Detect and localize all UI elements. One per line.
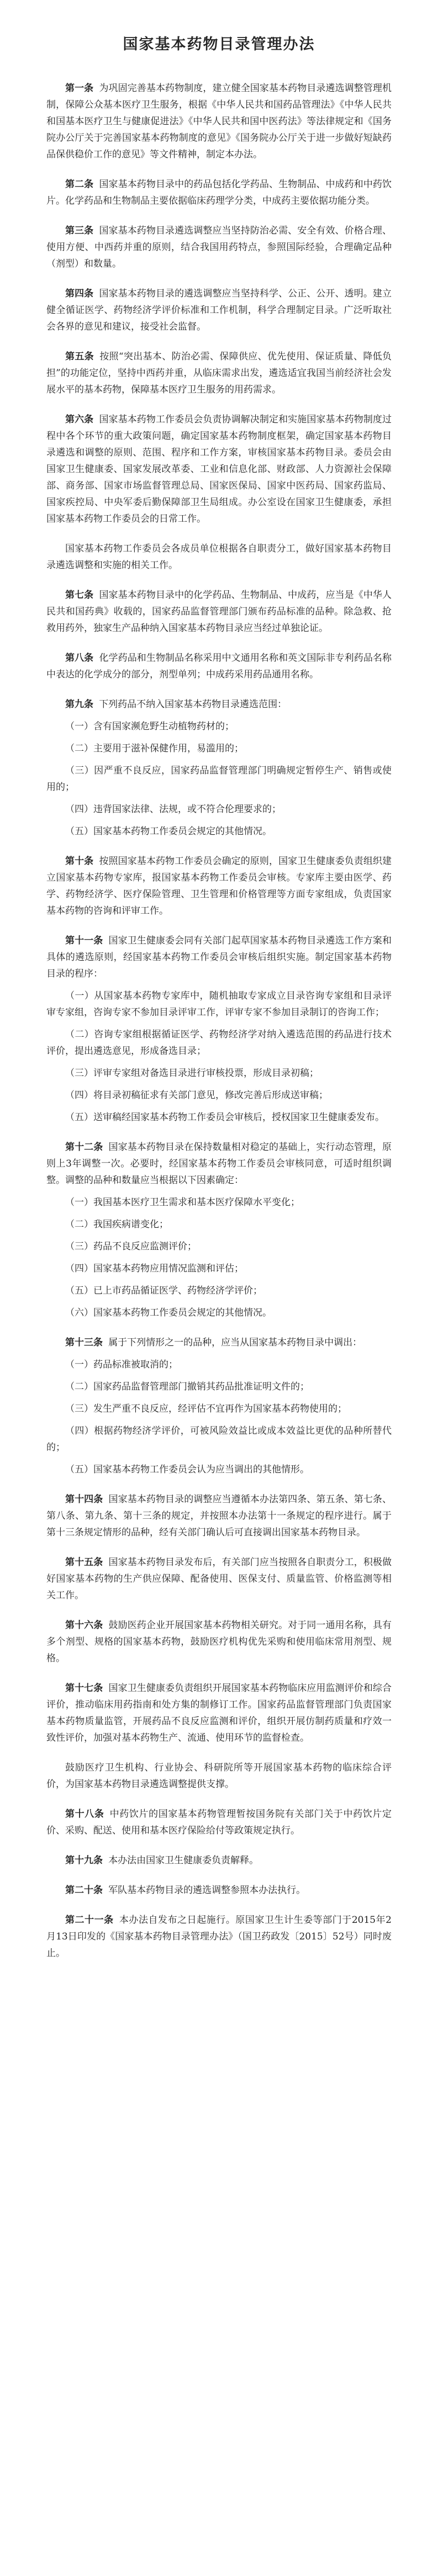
article-number: 第三条 [65, 225, 94, 236]
article-subitem: （五）送审稿经国家基本药物工作委员会审核后，授权国家卫生健康委发布。 [65, 1112, 384, 1123]
article-subitem: （四）根据药物经济学评价，可被风险效益比或成本效益比更优的品种所替代的； [46, 1425, 392, 1453]
article-text: 国家基本药物目录遴选调整应当坚持防治必需、安全有效、价格合理、使用方便、中西药并重的原则，结合我国用药特点，参照国际经验，合理确定品种（剂型）和数量。 [46, 225, 392, 269]
article-text: 属于下列情形之一的品种，应当从国家基本药物目录中调出： [108, 1337, 362, 1348]
article-text: 化学药品和生物制品名称采用中文通用名称和英文国际非专利药品名称中表达的化学成分的部分，剂型单列；中成药采用药品通用名称。 [46, 653, 392, 680]
article-paragraph [46, 1806, 392, 1839]
article-text: 下列药品不纳入国家基本药物目录遴选范围： [99, 699, 287, 710]
article-number: 第十七条 [65, 1683, 103, 1694]
article-paragraph [46, 1852, 392, 1869]
article-number: 第四条 [65, 288, 94, 299]
document-title: 国家基本药物目录管理办法 [123, 36, 315, 53]
article-number: 第十八条 [65, 1809, 104, 1820]
article-paragraph [46, 1334, 392, 1351]
article-subitem: （三）评审专家组对备选目录进行审核投票，形成目录初稿； [65, 1068, 319, 1079]
article-text: 按照“突出基本、防治必需、保障供应、优先使用、保证质量、降低负担”的功能定位，坚持中西药并重，从临床需求出发，遴选适宜我国当前经济社会发展水平的基本药物，保障基本医疗卫生服务的用药需求。 [46, 351, 392, 395]
article-paragraph [46, 853, 392, 919]
article-text: 国家基本药物目录的遴选调整应当坚持科学、公正、公开、透明。建立健全循证医学、药物经济学评价标准和工作机制，科学合理制定目录。广泛听取社会各界的意见和建议，接受社会监督。 [46, 288, 392, 332]
article-subitem: （二）我国疾病谱变化； [65, 1219, 168, 1230]
article-text: 按照国家基本药物工作委员会确定的原则，国家卫生健康委负责组织建立国家基本药物专家库，报国家基本药物工作委员会审核。专家库主要由医学、药学、药物经济学、医疗保险管理、卫生管理和价格管理等方面专家组成，负责国家基本药物的咨询和评审工作。 [46, 856, 392, 916]
article-number: 第十五条 [65, 1557, 103, 1568]
article-paragraph [46, 1554, 392, 1604]
article-number: 第二十一条 [65, 1915, 114, 1926]
article-subitem: （三）发生严重不良反应，经评估不宜再作为国家基本药物使用的； [65, 1403, 347, 1414]
article-number: 第十九条 [65, 1855, 103, 1866]
article-number: 第二条 [65, 179, 94, 190]
article-text: 国家卫生健康委负责组织开展国家基本药物临床应用监测评价和综合评价，推动临床用药指南和处方集的制修订工作。国家药品监督管理部门负责国家基本药物质量监管，开展药品不良反应监测和评价，组织开展仿制药质量和疗效一致性评价，加强对基本药物生产、流通、使用环节的监督检查。 [46, 1683, 392, 1743]
article-paragraph [46, 540, 392, 574]
article-paragraph [46, 1617, 392, 1667]
article-text: 国家基本药物目录中的化学药品、生物制品、中成药，应当是《中华人民共和国药典》收载的，国家药品监督管理部门颁布药品标准的品种。除急救、抢救用药外，独家生产品种纳入国家基本药物目录应当经过单独论证。 [46, 590, 392, 634]
article-paragraph [46, 80, 392, 163]
article-subitem: （六）国家基本药物工作委员会规定的其他情况。 [65, 1307, 272, 1318]
article-paragraph [46, 696, 392, 713]
article-text: 国家基本药物目录发布后，有关部门应当按照各自职责分工，积极做好国家基本药物的生产供应保障、配备使用、医保支付、质量监管、价格监测等相关工作。 [46, 1557, 392, 1601]
article-text: 为巩固完善基本药物制度，建立健全国家基本药物目录遴选调整管理机制，保障公众基本医疗卫生服务，根据《中华人民共和国药品管理法》《中华人民共和国基本医疗卫生与健康促进法》《中华人民共和国中医药法》等法律规定和《国务院办公厅关于完善国家基本药物制度的意见》《国务院办公厅关于进一步做好短缺药品保供稳价工作的意见》等文件精神，制定本办法。 [46, 83, 392, 160]
article-subitem: （二）国家药品监督管理部门撤销其药品批准证明文件的； [65, 1381, 309, 1392]
article-paragraph [46, 1882, 392, 1899]
article-number: 第九条 [65, 699, 93, 710]
article-text: 国家基本药物目录在保持数量相对稳定的基础上，实行动态管理，原则上3年调整一次。必要时，经国家基本药物工作委员会审核同意，可适时组织调整。调整的品种和数量应当根据以下因素确定： [46, 1142, 392, 1186]
article-number: 第十二条 [65, 1142, 103, 1153]
article-paragraph [46, 587, 392, 637]
article-text: 国家基本药物目录中的药品包括化学药品、生物制品、中成药和中药饮片。化学药品和生物制品主要依据临床药理学分类，中成药主要依据功能分类。 [46, 179, 392, 206]
article-subitem: （四）国家基本药物应用情况监测和评估； [65, 1263, 244, 1274]
article-number: 第十条 [65, 856, 94, 867]
article-number: 第二十条 [65, 1885, 103, 1896]
article-paragraph [46, 1680, 392, 1746]
article-paragraph [46, 1491, 392, 1541]
article-subitem: （二）咨询专家组根据循证医学、药物经济学对纳入遴选范围的药品进行技术评价，提出遴选意见，形成备选目录； [46, 1029, 392, 1057]
article-subitem: （一）药品标准被取消的； [65, 1359, 178, 1370]
article-number: 第十四条 [65, 1494, 103, 1505]
article-text: 本办法自发布之日起施行。原国家卫生计生委等部门于2015年2月13日印发的《国家基本药物目录管理办法》（国卫药政发〔2015〕52号）同时废止。 [46, 1915, 392, 1959]
article-subitem: （一）我国基本医疗卫生需求和基本医疗保障水平变化； [65, 1197, 300, 1208]
article-subitem: （五）国家基本药物工作委员会规定的其他情况。 [65, 826, 272, 837]
article-paragraph [46, 932, 392, 982]
article-paragraph [46, 222, 392, 272]
article-paragraph [46, 285, 392, 335]
article-paragraph [46, 348, 392, 398]
article-number: 第十一条 [65, 935, 103, 946]
article-text: 鼓励医疗卫生机构、行业协会、科研院所等开展国家基本药物的临床综合评价，为国家基本药物目录遴选调整提供支撑。 [46, 1762, 392, 1790]
article-subitem: （四）违背国家法律、法规，或不符合伦理要求的； [65, 804, 281, 815]
article-text: 本办法由国家卫生健康委负责解释。 [108, 1855, 259, 1866]
article-text: 国家基本药物工作委员会各成员单位根据各自职责分工，做好国家基本药物目录遴选调整和实施的相关工作。 [46, 543, 392, 571]
article-text: 鼓励医药企业开展国家基本药物相关研究。对于同一通用名称，具有多个剂型、规格的国家基本药物，鼓励医疗机构优先采购和使用临床常用剂型、规格。 [46, 1620, 392, 1664]
document-body [46, 80, 392, 1962]
article-subitem: （一）从国家基本药物专家库中，随机抽取专家成立目录咨询专家组和目录评审专家组，咨询专家不参加目录评审工作，评审专家不参加目录制订的咨询工作； [46, 990, 392, 1018]
article-number: 第七条 [65, 590, 94, 601]
article-subitem: （三）因严重不良反应，国家药品监督管理部门明确规定暂停生产、销售或使用的； [46, 765, 392, 793]
article-paragraph [46, 1139, 392, 1189]
article-paragraph [46, 1759, 392, 1793]
article-text: 中药饮片的国家基本药物管理暂按国务院有关部门关于中药饮片定价、采购、配送、使用和基本医疗保险给付等政策规定执行。 [46, 1809, 392, 1836]
article-paragraph [46, 650, 392, 683]
article-number: 第五条 [65, 351, 94, 362]
article-text: 国家基本药物目录的调整应当遵循本办法第四条、第五条、第七条、第八条、第九条、第十三条的规定，并按照本办法第十一条规定的程序进行。属于第十三条规定情形的品种，经有关部门确认后可直接调出国家基本药物目录。 [46, 1494, 392, 1538]
article-text: 国家卫生健康委会同有关部门起草国家基本药物目录遴选工作方案和具体的遴选原则，经国家基本药物工作委员会审核后组织实施。制定国家基本药物目录的程序： [46, 935, 392, 979]
article-paragraph [46, 176, 392, 209]
article-number: 第八条 [65, 653, 94, 664]
article-paragraph [46, 411, 392, 527]
article-number: 第六条 [65, 414, 94, 425]
article-text: 国家基本药物工作委员会负责协调解决制定和实施国家基本药物制度过程中各个环节的重大政策问题，确定国家基本药物制度框架，确定国家基本药物目录遴选和调整的原则、范围、程序和工作方案，审核国家基本药物目录。委员会由国家卫生健康委、国家发展改革委、工业和信息化部、财政部、人力资源社会保障部、商务部、国家市场监督管理总局、国家医保局、国家中医药局、国家药监局、国家疾控局、中央军委后勤保障部卫生局组成。办公室设在国家卫生健康委，承担国家基本药物工作委员会的日常工作。 [46, 414, 392, 524]
article-subitem: （二）主要用于滋补保健作用，易滥用的； [65, 743, 244, 754]
article-subitem: （五）国家基本药物工作委员会认为应当调出的其他情形。 [65, 1464, 309, 1475]
article-text: 军队基本药物目录的遴选调整参照本办法执行。 [108, 1885, 306, 1896]
article-subitem: （五）已上市药品循证医学、药物经济学评价； [65, 1285, 262, 1296]
article-subitem: （四）将目录初稿征求有关部门意见，修改完善后形成送审稿； [65, 1090, 328, 1101]
article-subitem: （三）药品不良反应监测评价； [65, 1241, 197, 1252]
article-subitem: （一）含有国家濒危野生动植物药材的； [65, 721, 234, 732]
article-number: 第一条 [65, 83, 94, 94]
article-paragraph [46, 1912, 392, 1962]
article-number: 第十六条 [65, 1620, 103, 1631]
article-number: 第十三条 [65, 1337, 103, 1348]
